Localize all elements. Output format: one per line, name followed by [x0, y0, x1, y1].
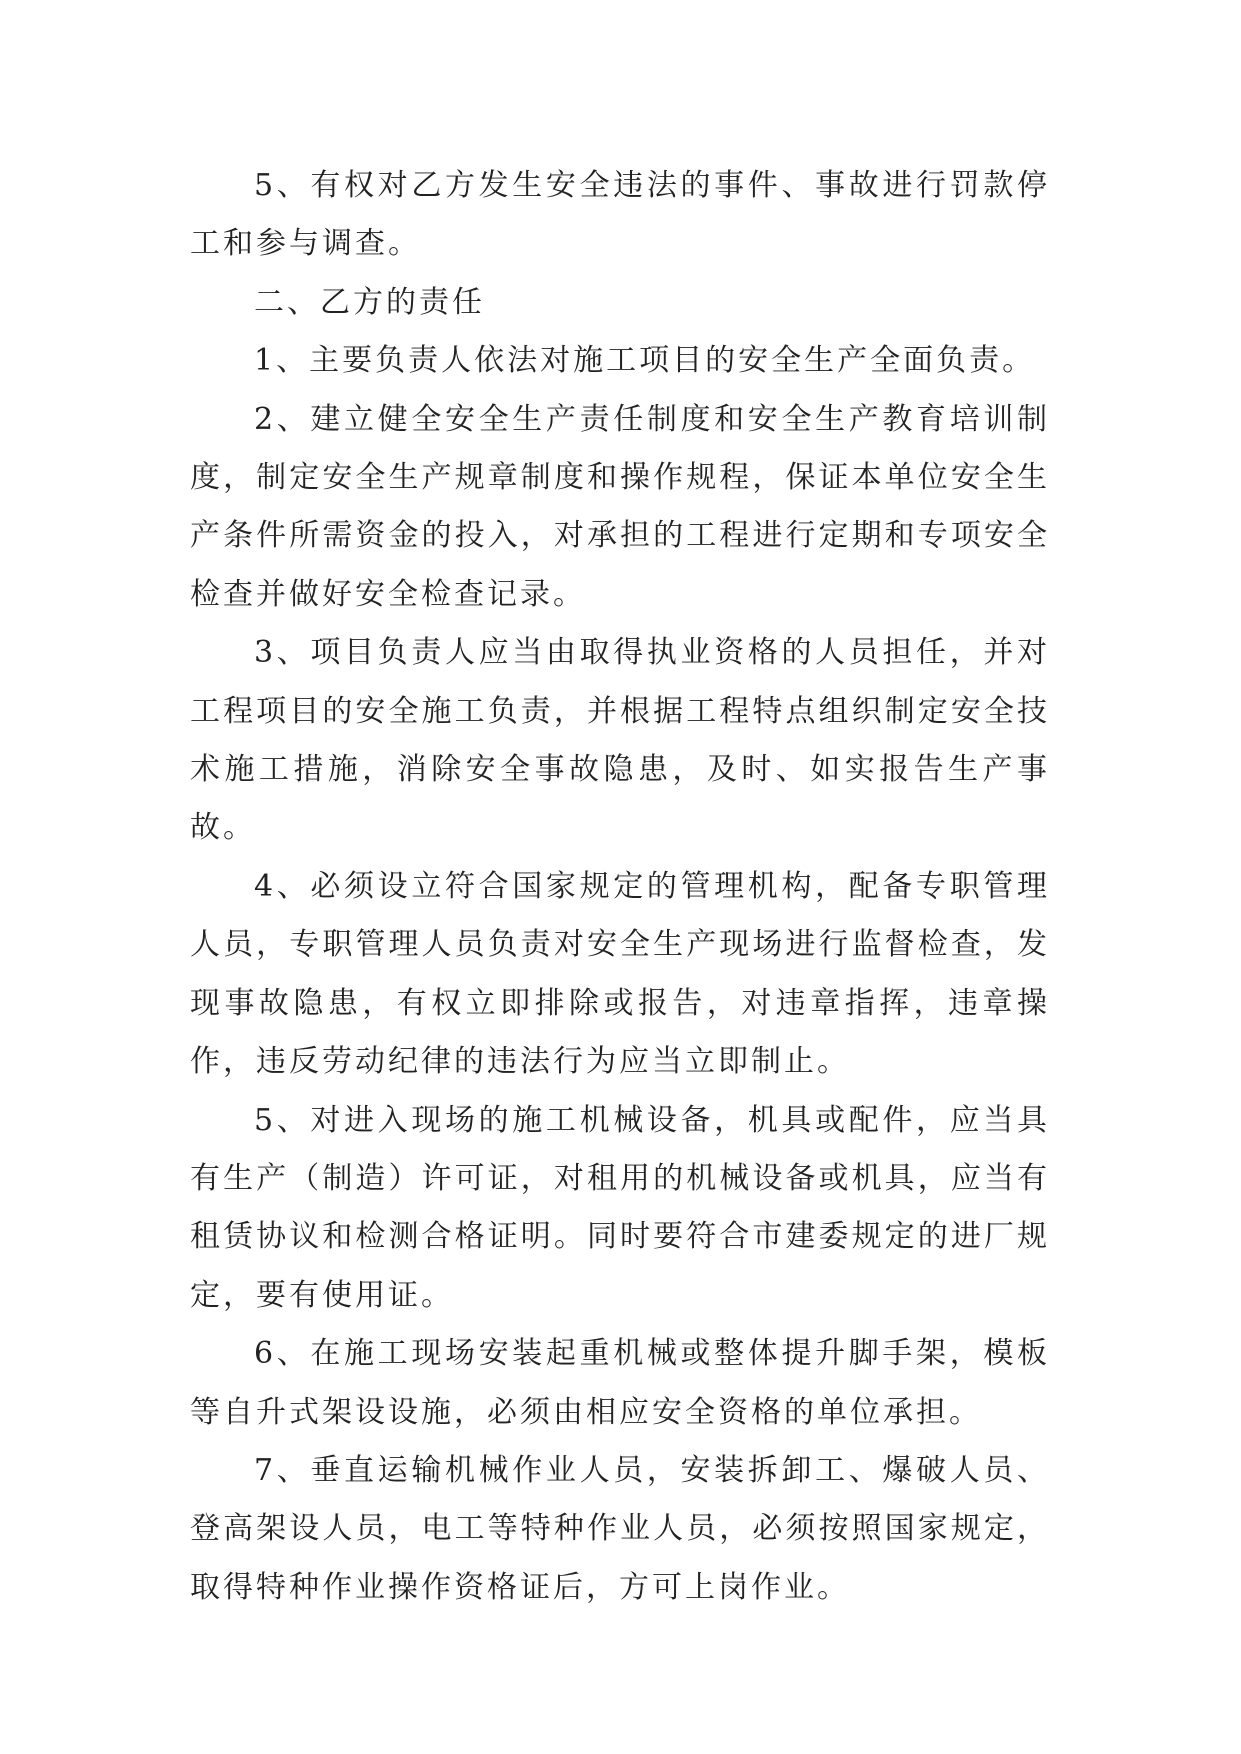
section-heading-party-b-responsibilities: 二、乙方的责任: [254, 284, 485, 320]
paragraph-party-b-item-7: 7、垂直运输机械作业人员，安装拆卸工、爆破人员、登高架设人员，电工等特种作业人员，必须按照国家规定，取得特种作业操作资格证后，方可上岗作业。: [190, 1452, 1050, 1605]
paragraph-party-b-item-1: 1、主要负责人依法对施工项目的安全生产全面负责。: [254, 343, 1036, 379]
paragraph-party-b-item-2: 2、建立健全安全生产责任制度和安全生产教育培训制度，制定安全生产规章制度和操作规程，保证本单位安全生产条件所需资金的投入，对承担的工程进行定期和专项安全检查并做好安全检查记录。: [190, 401, 1050, 612]
paragraph-party-b-item-3: 3、项目负责人应当由取得执业资格的人员担任，并对工程项目的安全施工负责，并根据工程特点组织制定安全技术施工措施，消除安全事故隐患，及时、如实报告生产事故。: [190, 635, 1050, 846]
paragraph-party-b-item-5: 5、对进入现场的施工机械设备，机具或配件，应当具有生产（制造）许可证，对租用的机械设备或机具，应当有租赁协议和检测合格证明。同时要符合市建委规定的进厂规定，要有使用证。: [190, 1102, 1050, 1313]
paragraph-client-right-5: 5、有权对乙方发生安全违法的事件、事故进行罚款停工和参与调查。: [190, 168, 1050, 262]
paragraph-party-b-item-6: 6、在施工现场安装起重机械或整体提升脚手架，模板等自升式架设设施，必须由相应安全资格的单位承担。: [190, 1336, 1050, 1430]
paragraph-party-b-item-4: 4、必须设立符合国家规定的管理机构，配备专职管理人员，专职管理人员负责对安全生产现场进行监督检查，发现事故隐患，有权立即排除或报告，对违章指挥，违章操作，违反劳动纪律的违法行为应当立即制止。: [190, 868, 1050, 1080]
document-body: [190, 157, 1050, 1617]
